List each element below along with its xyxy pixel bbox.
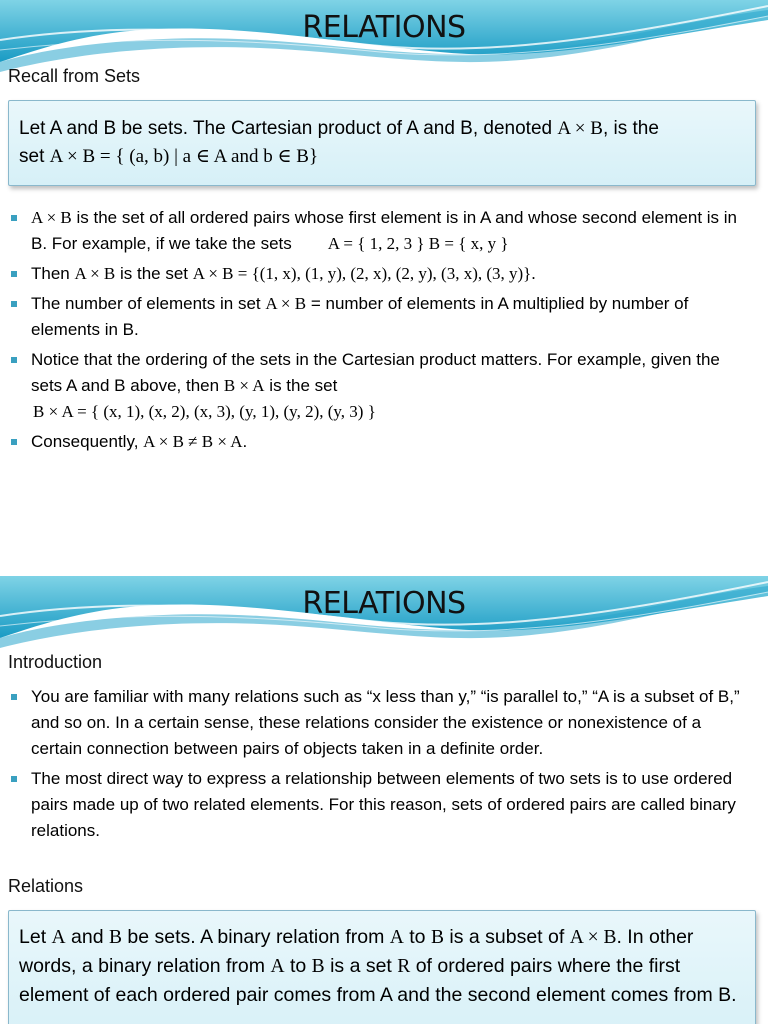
section-heading: Introduction	[8, 652, 103, 672]
definition-box: Let A and B be sets. A binary relation from A to B is a subset of A × B. In other words, a binary relation from A to B is a set R of ordered pairs where the first element of each ordered pair comes from A and the second element comes from B.	[8, 910, 756, 1024]
bullet-list	[8, 684, 753, 848]
section-heading: Relations	[8, 876, 84, 896]
slide-title: RELATIONS	[302, 10, 466, 45]
bullet-item: Then A × B is the set A × B = {(1, x), (1, y), (2, x), (2, y), (3, x), (3, y)}.	[8, 261, 753, 287]
section-heading: Recall from Sets	[8, 66, 141, 86]
bullet-item: Notice that the ordering of the sets in the Cartesian product matters. For example, given the sets A and B above, then B × A is the set B × A = { (x, 1), (x, 2), (x, 3), (y, 1), (y, 2), (y, 3) }	[8, 347, 753, 425]
bullet-item: The most direct way to express a relationship between elements of two sets is to use ordered pairs made up of two related elements. For this reason, sets of ordered pairs are called binary relations.	[8, 766, 753, 844]
bullet-item: A × B is the set of all ordered pairs whose first element is in A and whose second element is in B. For example, if we take the sets A = { 1, 2, 3 } B = { x, y }	[8, 205, 753, 257]
bullet-item: The number of elements in set A × B = number of elements in A multiplied by number of elements in B.	[8, 291, 753, 343]
bullet-item: Consequently, A × B ≠ B × A.	[8, 429, 753, 455]
definition-box: Let A and B be sets. The Cartesian product of A and B, denoted A × B, is the set A × B = { (a, b) | a ∈ A and b ∈ B}	[8, 100, 756, 186]
slide-2	[0, 576, 768, 1024]
bullet-list	[8, 205, 753, 459]
bullet-item: You are familiar with many relations such as “x less than y,” “is parallel to,” “A is a subset of B,” and so on. In a certain sense, these relations consider the existence or nonexistence of a certain connection between pairs of objects taken in a definite order.	[8, 684, 753, 762]
slide-title: RELATIONS	[302, 586, 466, 621]
